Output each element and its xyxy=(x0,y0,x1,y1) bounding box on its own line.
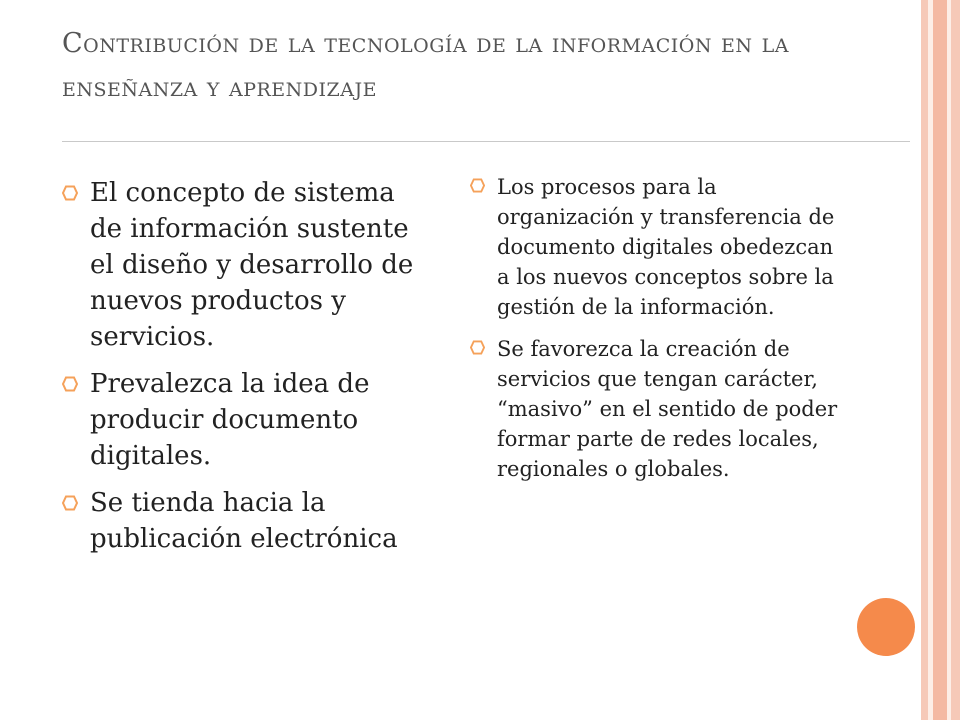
left-bullet-list xyxy=(62,175,432,568)
decorative-circle xyxy=(857,598,915,656)
list-item xyxy=(470,334,850,484)
hexagon-outline-icon xyxy=(62,376,78,392)
list-item xyxy=(62,366,432,474)
list-item-text: Los procesos para la organización y transferencia de documento digitales obedezcan a los nuevos conceptos sobre la gestión de la información. xyxy=(497,175,835,319)
list-item-text: Se tienda hacia la publicación electrónica xyxy=(90,488,398,554)
list-item-text: Prevalezca la idea de producir documento digitales. xyxy=(90,369,370,471)
title-divider xyxy=(62,141,910,142)
hexagon-outline-icon xyxy=(470,340,485,355)
list-item xyxy=(62,485,432,557)
slide-title: Contribución de la tecnología de la información en la enseñanza y aprendizaje xyxy=(62,28,789,103)
hexagon-outline-icon xyxy=(470,178,485,193)
list-item xyxy=(470,172,850,322)
decorative-stripe xyxy=(951,0,960,720)
right-bullet-list xyxy=(470,172,850,496)
decorative-stripe xyxy=(933,0,947,720)
hexagon-outline-icon xyxy=(62,495,78,511)
decorative-stripe xyxy=(921,0,928,720)
list-item xyxy=(62,175,432,355)
hexagon-outline-icon xyxy=(62,185,78,201)
list-item-text: Se favorezca la creación de servicios que tengan carácter, “masivo” en el sentido de poder formar parte de redes locales, regionales o globales. xyxy=(497,337,838,481)
list-item-text: El concepto de sistema de información sustente el diseño y desarrollo de nuevos productos y servicios. xyxy=(90,178,414,352)
